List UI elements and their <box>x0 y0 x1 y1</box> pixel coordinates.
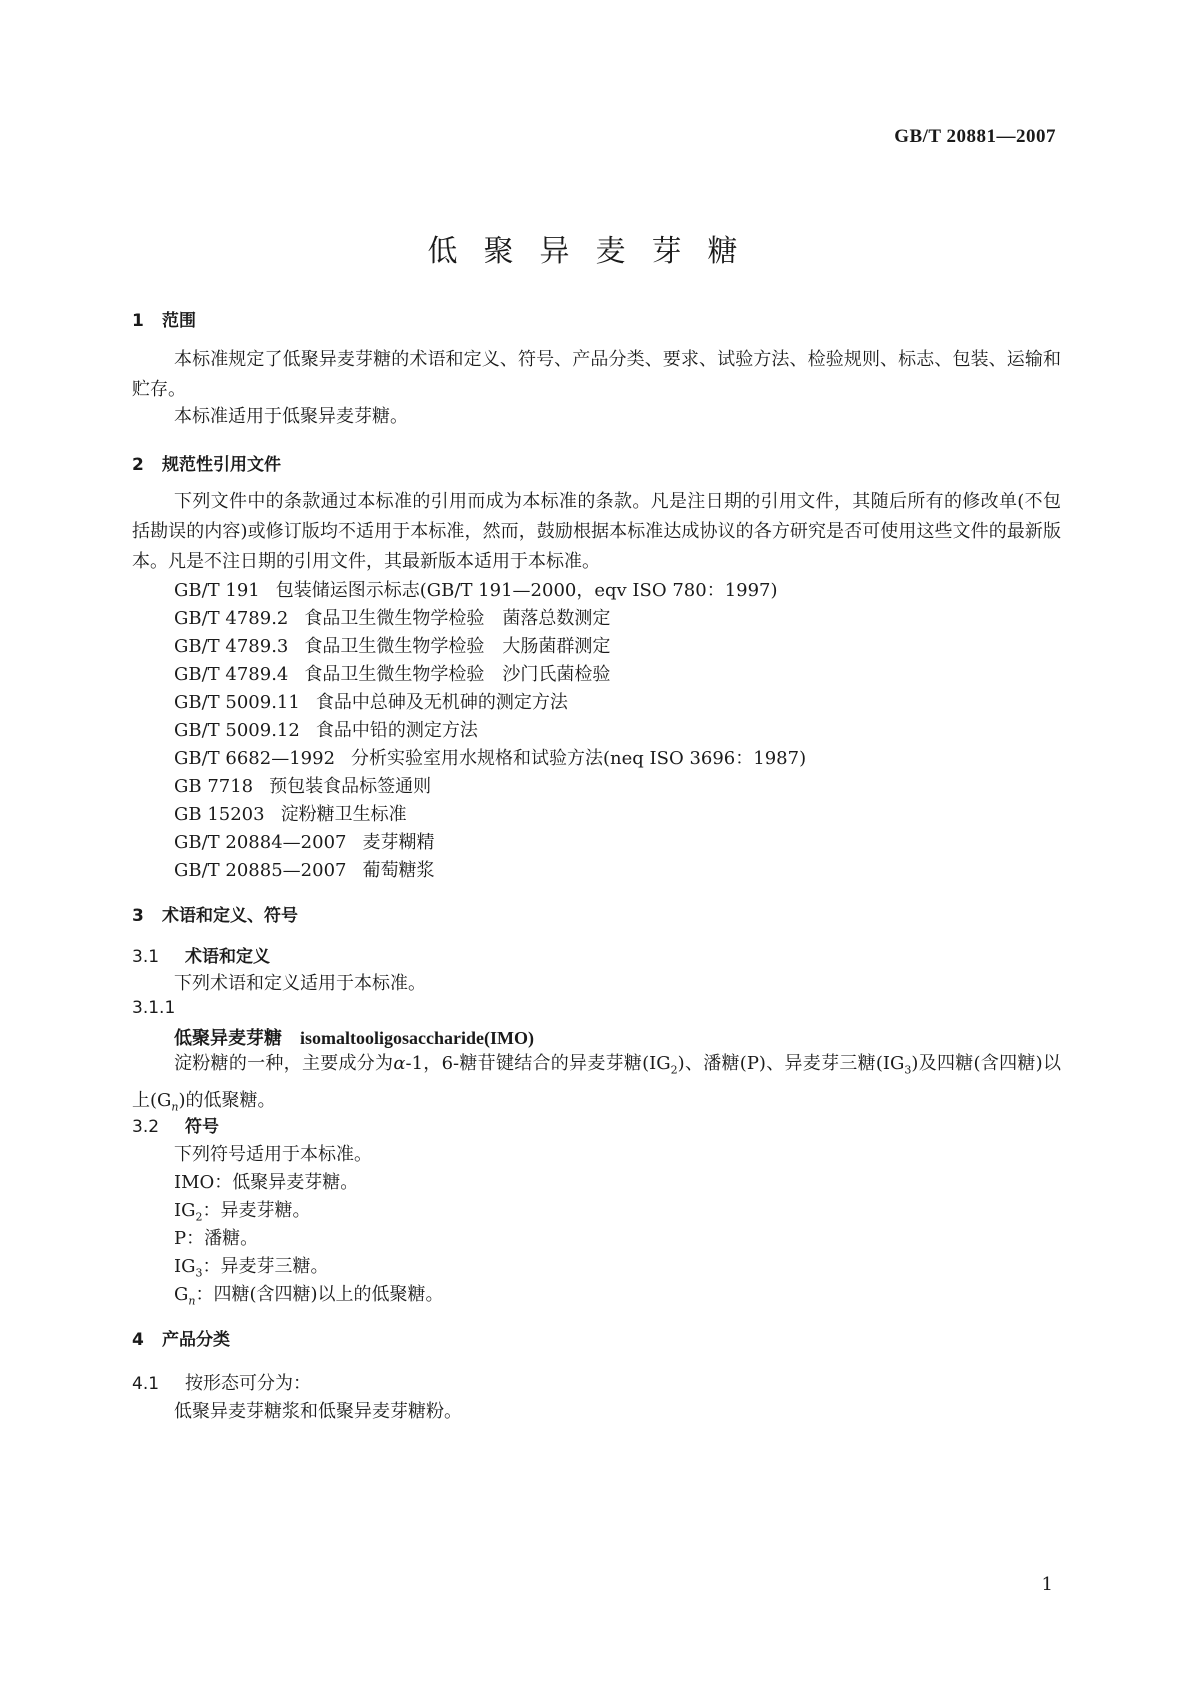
reference-item: GB/T 5009.11 食品中总砷及无机砷的测定方法 <box>174 692 568 713</box>
section-4-1-heading: 4.1 按形态可分为： <box>132 1373 311 1394</box>
section-3-1-1-number: 3.1.1 <box>132 998 176 1018</box>
symbol-gn: $G_n$：四糖(含四糖)以上的低聚糖。 <box>174 1284 444 1308</box>
reference-item: GB/T 4789.4 食品卫生微生物学检验 沙门氏菌检验 <box>174 664 611 685</box>
symbol-imo: IMO：低聚异麦芽糖。 <box>174 1172 359 1193</box>
section-2-heading: 2 规范性引用文件 <box>132 455 281 475</box>
standard-code: GB/T 20881—2007 <box>894 126 1056 147</box>
reference-item: GB/T 191 包装储运图示标志(GB/T 191—2000，eqv ISO 780：1997) <box>174 580 778 601</box>
section-1-heading: 1 范围 <box>132 311 196 331</box>
section-3-2-paragraph: 下列符号适用于本标准。 <box>174 1144 372 1165</box>
section-3-1-paragraph: 下列术语和定义适用于本标准。 <box>174 973 426 994</box>
reference-item: GB/T 4789.2 食品卫生微生物学检验 菌落总数测定 <box>174 608 611 629</box>
symbol-p: P：潘糖。 <box>174 1228 259 1249</box>
reference-item: GB/T 5009.12 食品中铅的测定方法 <box>174 720 478 741</box>
symbol-ig3: $IG_3$：异麦芽三糖。 <box>174 1256 329 1280</box>
page-number: 1 <box>1041 1574 1053 1595</box>
reference-item: GB/T 20885—2007 葡萄糖浆 <box>174 860 435 881</box>
section-1-paragraph-1: 本标准规定了低聚异麦芽糖的术语和定义、符号、产品分类、要求、试验方法、检验规则、标志、包装、运输和贮存。 <box>132 349 1061 400</box>
section-3-heading: 3 术语和定义、符号 <box>132 906 298 926</box>
reference-item: GB 7718 预包装食品标签通则 <box>174 776 432 797</box>
section-2-paragraph-1: 下列文件中的条款通过本标准的引用而成为本标准的条款。凡是注日期的引用文件，其随后所有的修改单(不包括勘误的内容)或修订版均不适用于本标准，然而，鼓励根据本标准达成协议的各方研究是否可使用这些文件的最新版本。凡是不注日期的引用文件，其最新版本适用于本标准。 <box>132 491 1061 572</box>
reference-item: GB/T 6682—1992 分析实验室用水规格和试验方法(neq ISO 3696：1987) <box>174 748 807 769</box>
page-title: 低聚异麦芽糖 <box>427 234 764 269</box>
term-definition: 淀粉糖的一种，主要成分为α-1，6-糖苷键结合的异麦芽糖$(IG_2)$、潘糖(P)、异麦芽三糖$(IG_3)$及四糖(含四糖)以上$(G_n)$的低聚糖。 <box>132 1053 1061 1114</box>
term-title: 低聚异麦芽糖 isomaltooligosaccharide(IMO) <box>174 1028 534 1049</box>
reference-item: GB/T 4789.3 食品卫生微生物学检验 大肠菌群测定 <box>174 636 611 657</box>
section-4-1-paragraph: 低聚异麦芽糖浆和低聚异麦芽糖粉。 <box>174 1401 462 1422</box>
section-4-heading: 4 产品分类 <box>132 1330 230 1350</box>
reference-item: GB 15203 淀粉糖卫生标准 <box>174 804 407 825</box>
section-3-2-heading: 3.2 符号 <box>132 1117 219 1137</box>
section-1-paragraph-2: 本标准适用于低聚异麦芽糖。 <box>174 406 408 427</box>
reference-item: GB/T 20884—2007 麦芽糊精 <box>174 832 435 853</box>
section-3-1-heading: 3.1 术语和定义 <box>132 947 270 967</box>
symbol-ig2: $IG_2$：异麦芽糖。 <box>174 1200 311 1224</box>
